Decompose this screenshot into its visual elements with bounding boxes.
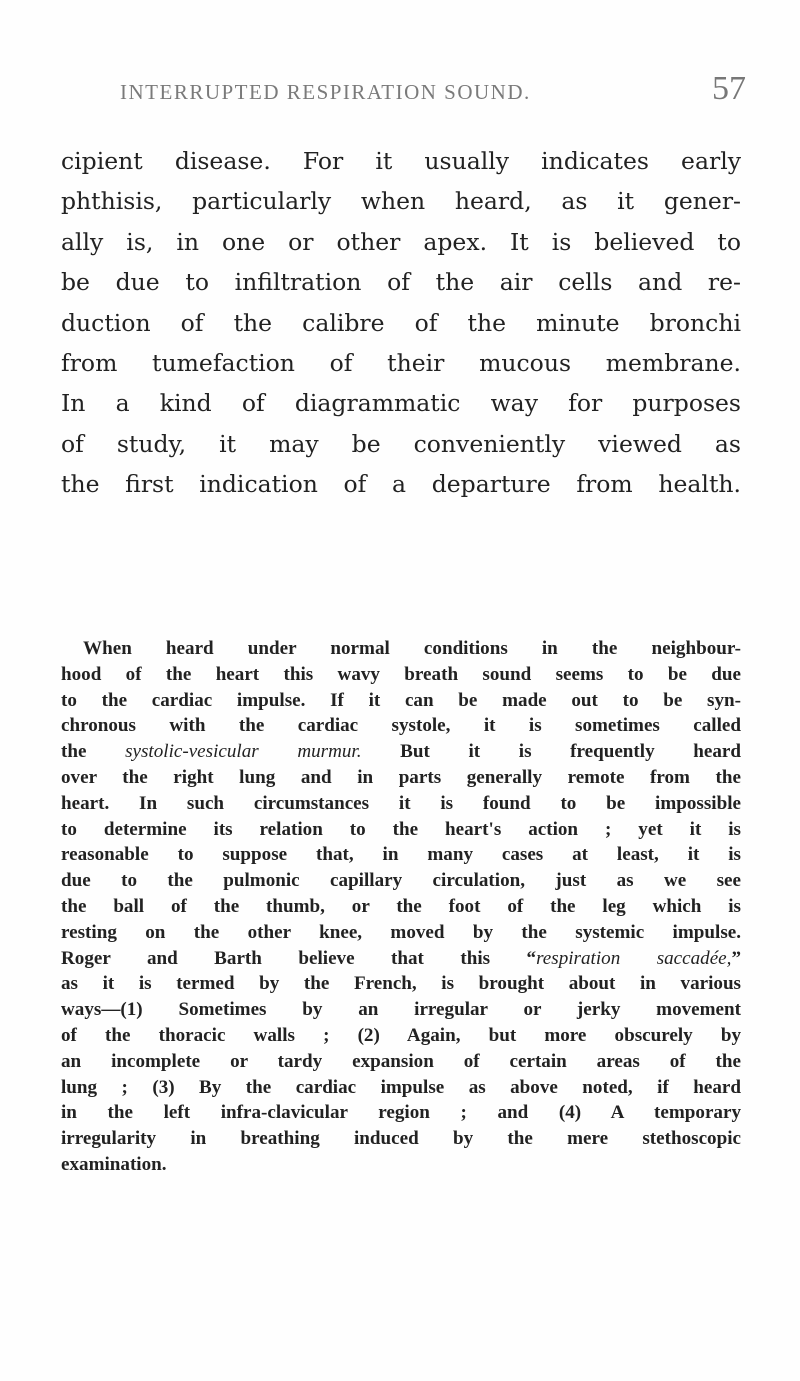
small-line-12: resting on the other knee, moved by the systemic impulse. [61, 921, 741, 943]
small-line-17: an incomplete or tardy expansion of certain areas of the [61, 1050, 741, 1072]
small-line-13-close: ” [731, 947, 741, 969]
systolic-vesicular-term: systolic-vesicular murmur. [125, 741, 362, 763]
small-line-11: the ball of the thumb, or the foot of the leg which is [61, 895, 741, 917]
small-line-13-prefix: Roger and Barth believe that this “ [61, 947, 537, 969]
small-line-3: to the cardiac impulse. If it can be made out to be syn- [61, 689, 741, 711]
small-line-5-suffix: But it is frequently heard [361, 741, 741, 763]
small-line-8: to determine its relation to the heart's action ; yet it is [61, 818, 741, 840]
main-line-8: of study, it may be conveniently viewed as [61, 429, 741, 458]
main-line-2: phthisis, particularly when heard, as it gener- [61, 187, 741, 216]
main-line-4: be due to infiltration of the air cells and re- [61, 268, 741, 297]
small-paragraph [61, 636, 741, 1178]
small-line-4: chronous with the cardiac systole, it is sometimes called [61, 715, 741, 737]
small-line-16: of the thoracic walls ; (2) Again, but more obscurely by [61, 1024, 741, 1046]
small-line-13 [61, 946, 741, 972]
small-line-20: irregularity in breathing induced by the mere stethoscopic [61, 1128, 741, 1150]
main-paragraph [61, 141, 741, 505]
main-line-7: In a kind of diagrammatic way for purposes [61, 389, 741, 418]
small-line-15: ways—(1) Sometimes by an irregular or jerky movement [61, 999, 741, 1021]
respiration-saccadee-term: respiration saccadée, [536, 947, 732, 969]
main-line-9: the first indication of a departure from health. [61, 470, 741, 499]
main-line-1: cipient disease. For it usually indicates early [61, 147, 741, 175]
small-line-18: lung ; (3) By the cardiac impulse as above noted, if heard [61, 1076, 741, 1098]
small-line-14: as it is termed by the French, is brought about in various [61, 973, 741, 995]
small-line-7: heart. In such circumstances it is found to be impossible [61, 792, 741, 814]
page-number: 57 [712, 70, 746, 107]
small-line-5 [61, 739, 741, 765]
running-title: INTERRUPTED RESPIRATION SOUND. [120, 80, 531, 104]
small-line-21: examination. [61, 1153, 167, 1175]
small-line-9: reasonable to suppose that, in many cases at least, it is [61, 844, 741, 866]
small-line-19: in the left infra-clavicular region ; and (4) A temporary [61, 1102, 741, 1124]
main-line-5: duction of the calibre of the minute bronchi [61, 308, 741, 337]
running-head [60, 58, 760, 108]
main-line-3: ally is, in one or other apex. It is believed to [61, 227, 741, 256]
small-line-5-prefix: the [61, 741, 126, 763]
small-line-10: due to the pulmonic capillary circulation, just as we see [61, 870, 741, 892]
small-line-2: hood of the heart this wavy breath sound seems to be due [61, 663, 741, 685]
small-line-6: over the right lung and in parts generally remote from the [61, 766, 741, 788]
main-line-6: from tumefaction of their mucous membrane. [61, 349, 741, 378]
small-line-1: When heard under normal conditions in the neighbour- [83, 638, 741, 659]
